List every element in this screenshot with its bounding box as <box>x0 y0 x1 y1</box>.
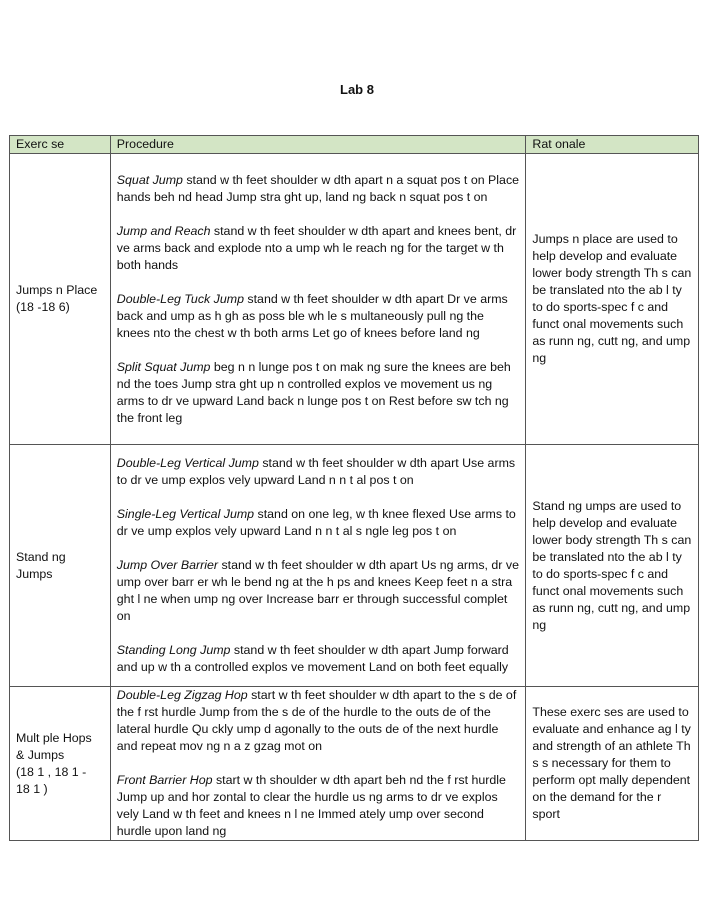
procedure-name: Double-Leg Tuck Jump <box>116 291 244 306</box>
procedure-item <box>117 291 520 342</box>
procedure-cell <box>110 154 526 445</box>
procedure-text: beg n n lunge pos t on mak ng sure the knees are beh nd the toes Jump stra ght up n controlled explos ve movement us ng arms to dr ve upward Land back n lunge pos t on Rest before sw tch ng the front leg <box>116 359 511 425</box>
exercise-cell <box>10 687 111 841</box>
procedure-item <box>117 557 520 625</box>
procedure-cell <box>110 445 526 687</box>
exercise-label: (18 -18 6) <box>16 300 70 314</box>
rationale-cell: Stand ng umps are used to help develop and evaluate lower body strength Th s can be translated nto the ab l ty to do sports-spec f c and funct onal movements such as runn ng, cutt ng, and ump ng <box>526 445 699 687</box>
exercise-label: Jumps <box>16 566 53 581</box>
procedure-item <box>117 223 520 274</box>
procedure-item <box>117 772 520 840</box>
procedure-text: stand w th feet shoulder w dth apart n a squat pos t on Place hands beh nd head Jump stra ght up, land ng back n squat pos t on <box>116 172 520 204</box>
procedure-item <box>117 359 520 427</box>
table-row <box>10 687 699 841</box>
procedure-name: Single-Leg Vertical Jump <box>116 507 255 521</box>
procedure-text: stand w th feet shoulder w dth apart Use arms to dr ve ump explos vely upward Land n n t al pos t on <box>116 456 516 487</box>
exercise-label: Stand ng <box>16 549 66 564</box>
header-rationale: Rat onale <box>526 136 699 154</box>
procedure-item <box>117 506 520 540</box>
procedure-text: stand w th feet shoulder w dth apart Us ng arms, dr ve ump over barr er wh le bend ng at the h ps and knees Keep feet n a stra ght l ne when ump ng over Increase barr er through successful complet on <box>116 558 519 623</box>
procedure-name: Jump Over Barrier <box>116 558 218 572</box>
procedure-cell <box>110 687 526 841</box>
procedure-text: start w th shoulder w dth apart beh nd the f rst hurdle Jump up and hor zontal to clear the hurdle us ng arms to dr ve explos vely Land w th feet and knees n l ne Immed ately ump over second hurdle upon land ng <box>116 773 506 838</box>
exercise-label: 18 1 ) <box>16 781 48 796</box>
table-row <box>10 445 699 687</box>
procedure-item <box>117 642 520 676</box>
table-row <box>10 154 699 445</box>
procedure-text: stand w th feet shoulder w dth apart and knees bent, dr ve arms back and explode nto a ump wh le reach ng for the target w th both hands <box>116 223 517 272</box>
rationale-cell: Jumps n place are used to help develop and evaluate lower body strength Th s can be translated nto the ab l ty to do sports-spec f c and funct onal movements such as runn ng, cutt ng, and ump ng <box>526 154 699 445</box>
exercise-label: Jumps n Place <box>16 283 98 297</box>
header-procedure: Procedure <box>110 136 526 154</box>
procedure-item <box>117 455 520 489</box>
exercise-cell <box>10 445 111 687</box>
procedure-text: start w th feet shoulder w dth apart to the s de of the f rst hurdle Jump from the s de of the hurdle to the outs de of the lateral hurdle Qu ckly ump d agonally to the outs de of the next hurdle and repeat mov ng n a z gzag mot on <box>116 688 517 753</box>
procedure-item <box>117 172 520 206</box>
procedure-name: Double-Leg Zigzag Hop <box>116 688 248 702</box>
header-exercise: Exerc se <box>10 136 111 154</box>
table-header-row <box>10 136 699 154</box>
procedure-name: Standing Long Jump <box>116 643 231 657</box>
rationale-cell: These exerc ses are used to evaluate and enhance ag l ty and strength of an athlete Th s s necessary for them to perform opt mally dependent on the demand for the r sport <box>526 687 699 841</box>
procedure-name: Split Squat Jump <box>116 359 211 374</box>
exercise-table <box>9 135 699 841</box>
procedure-text: stand on one leg, w th knee flexed Use arms to dr ve ump explos vely upward Land n n t al s ngle leg pos t on <box>116 507 516 538</box>
procedure-text: stand w th feet shoulder w dth apart Jump forward and up w th a controlled explos ve movement Land on both feet equally <box>116 643 509 674</box>
procedure-name: Jump and Reach <box>116 223 211 238</box>
exercise-cell <box>10 154 111 445</box>
exercise-label: & Jumps <box>16 747 65 762</box>
page-title: Lab 8 <box>340 82 374 97</box>
procedure-text: stand w th feet shoulder w dth apart Dr ve arms back and ump as h gh as poss ble wh le s multaneously pull ng the knees nto the chest w th both arms Let go of knees before land ng <box>116 291 508 340</box>
procedure-name: Squat Jump <box>116 172 183 187</box>
procedure-item <box>117 687 520 755</box>
procedure-name: Double-Leg Vertical Jump <box>116 456 259 470</box>
procedure-name: Front Barrier Hop <box>116 773 213 787</box>
exercise-label: (18 1 , 18 1 - <box>16 764 87 779</box>
exercise-label: Mult ple Hops <box>16 730 92 745</box>
